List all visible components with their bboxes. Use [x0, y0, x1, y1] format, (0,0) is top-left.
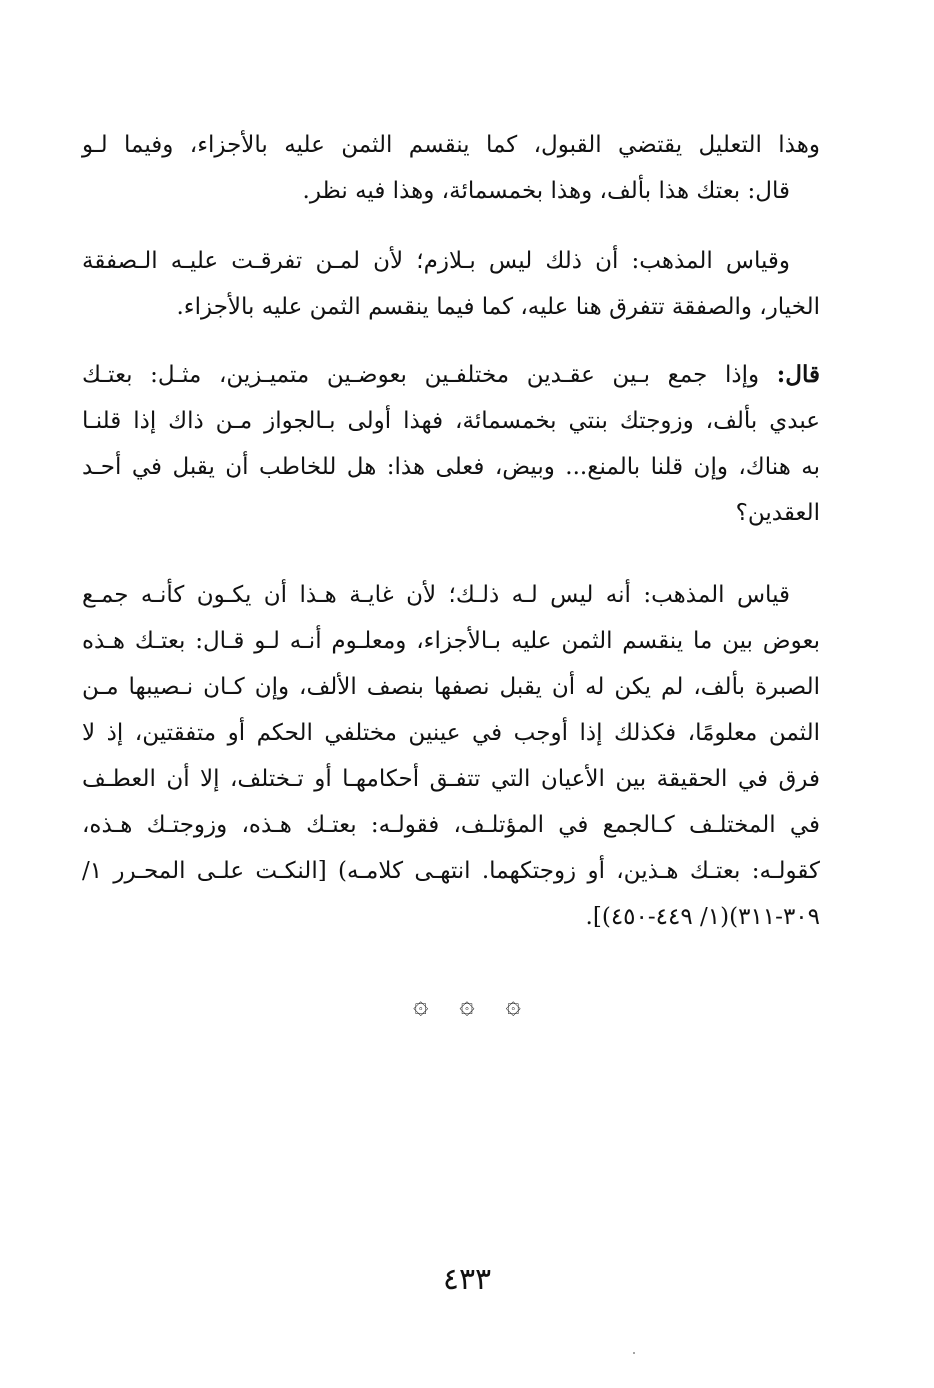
paragraph-4-line-5: فرق في الحقيقة بين الأعيان التي تتفـق أحكامهـا أو تـختلف، إلا أن العطـف — [82, 766, 820, 792]
paragraph-3-line-1 — [82, 352, 820, 398]
paragraph-2-line-1: وقياس المذهب: أن ذلك ليس بـلازم؛ لأن لمـن تفرقـت عليـه الـصفقة — [82, 248, 790, 274]
paragraph-1-line-2: قال: بعتك هذا بألف، وهذا بخمسمائة، وهذا فيه نظر. — [302, 178, 790, 204]
paragraph-4-line-6: في المختلـف كـالجمع في المؤتلـف، فقولـه: بعتـك هـذه، وزوجتـك هـذه، — [82, 812, 820, 838]
paragraph-2 — [82, 238, 820, 330]
paragraph-4 — [82, 572, 820, 940]
page-number: ٤٣٣ — [442, 1262, 492, 1297]
ornament-icon: ۞ — [413, 990, 429, 1020]
paragraph-2-line-2: الخيار، والصفقة تتفرق هنا عليه، كما فيما ينقسم الثمن عليه بالأجزاء. — [176, 294, 820, 320]
paragraph-1 — [82, 122, 820, 214]
paragraph-4-line-2: بعوض بين ما ينقسم الثمن عليه بـالأجزاء، ومعلـوم أنـه لـو قـال: بعتـك هـذه — [82, 628, 820, 654]
ornament-icon: ۞ — [505, 990, 521, 1020]
paragraph-3-line-4: العقدين؟ — [735, 500, 820, 526]
paragraph-3-line-1-text: وإذا جمع بـين عقـدين مختلفـين بعوضـين متميـزين، مثـل: بعتـك — [82, 362, 777, 388]
paragraph-3-line-3: به هناك، وإن قلنا بالمنع... وبيض، فعلى هذا: هل للخاطب أن يقبل في أحـد — [82, 454, 820, 480]
paragraph-3-label: قال: — [776, 361, 820, 388]
section-divider-ornaments — [0, 990, 934, 1020]
paragraph-3 — [82, 352, 820, 536]
paragraph-4-line-3: الصبرة بألف، لم يكن له أن يقبل نصفها بنصف الألف، وإن كـان نـصيبها مـن — [82, 674, 820, 700]
paragraph-4-line-7: كقولـه: بعتـك هـذين، أو زوجتكهما. انتهـى كلامـه) [النكـت علـى المحـرر ١/ — [82, 858, 820, 884]
paragraph-3-line-2: عبدي بألف، وزوجتك بنتي بخمسمائة، فهذا أولى بـالجواز مـن ذاك إذا قلنـا — [82, 408, 820, 434]
paragraph-4-line-4: الثمن معلومًا، فكذلك إذا أوجب في عينين مختلفي الحكم أو متفقتين، إذ لا — [82, 720, 820, 746]
ornament-icon: ۞ — [459, 990, 475, 1020]
paragraph-4-line-8: ٣٠٩-٣١١)(١/ ٤٤٩-٤٥٠)]. — [585, 904, 820, 930]
paragraph-4-line-1: قياس المذهب: أنه ليس لـه ذلـك؛ لأن غايـة هـذا أن يكـون كأنـه جمـع — [82, 582, 790, 608]
scan-speck — [633, 1352, 635, 1354]
paragraph-1-line-1: وهذا التعليل يقتضي القبول، كما ينقسم الثمن عليه بالأجزاء، وفيما لـو — [82, 132, 820, 158]
